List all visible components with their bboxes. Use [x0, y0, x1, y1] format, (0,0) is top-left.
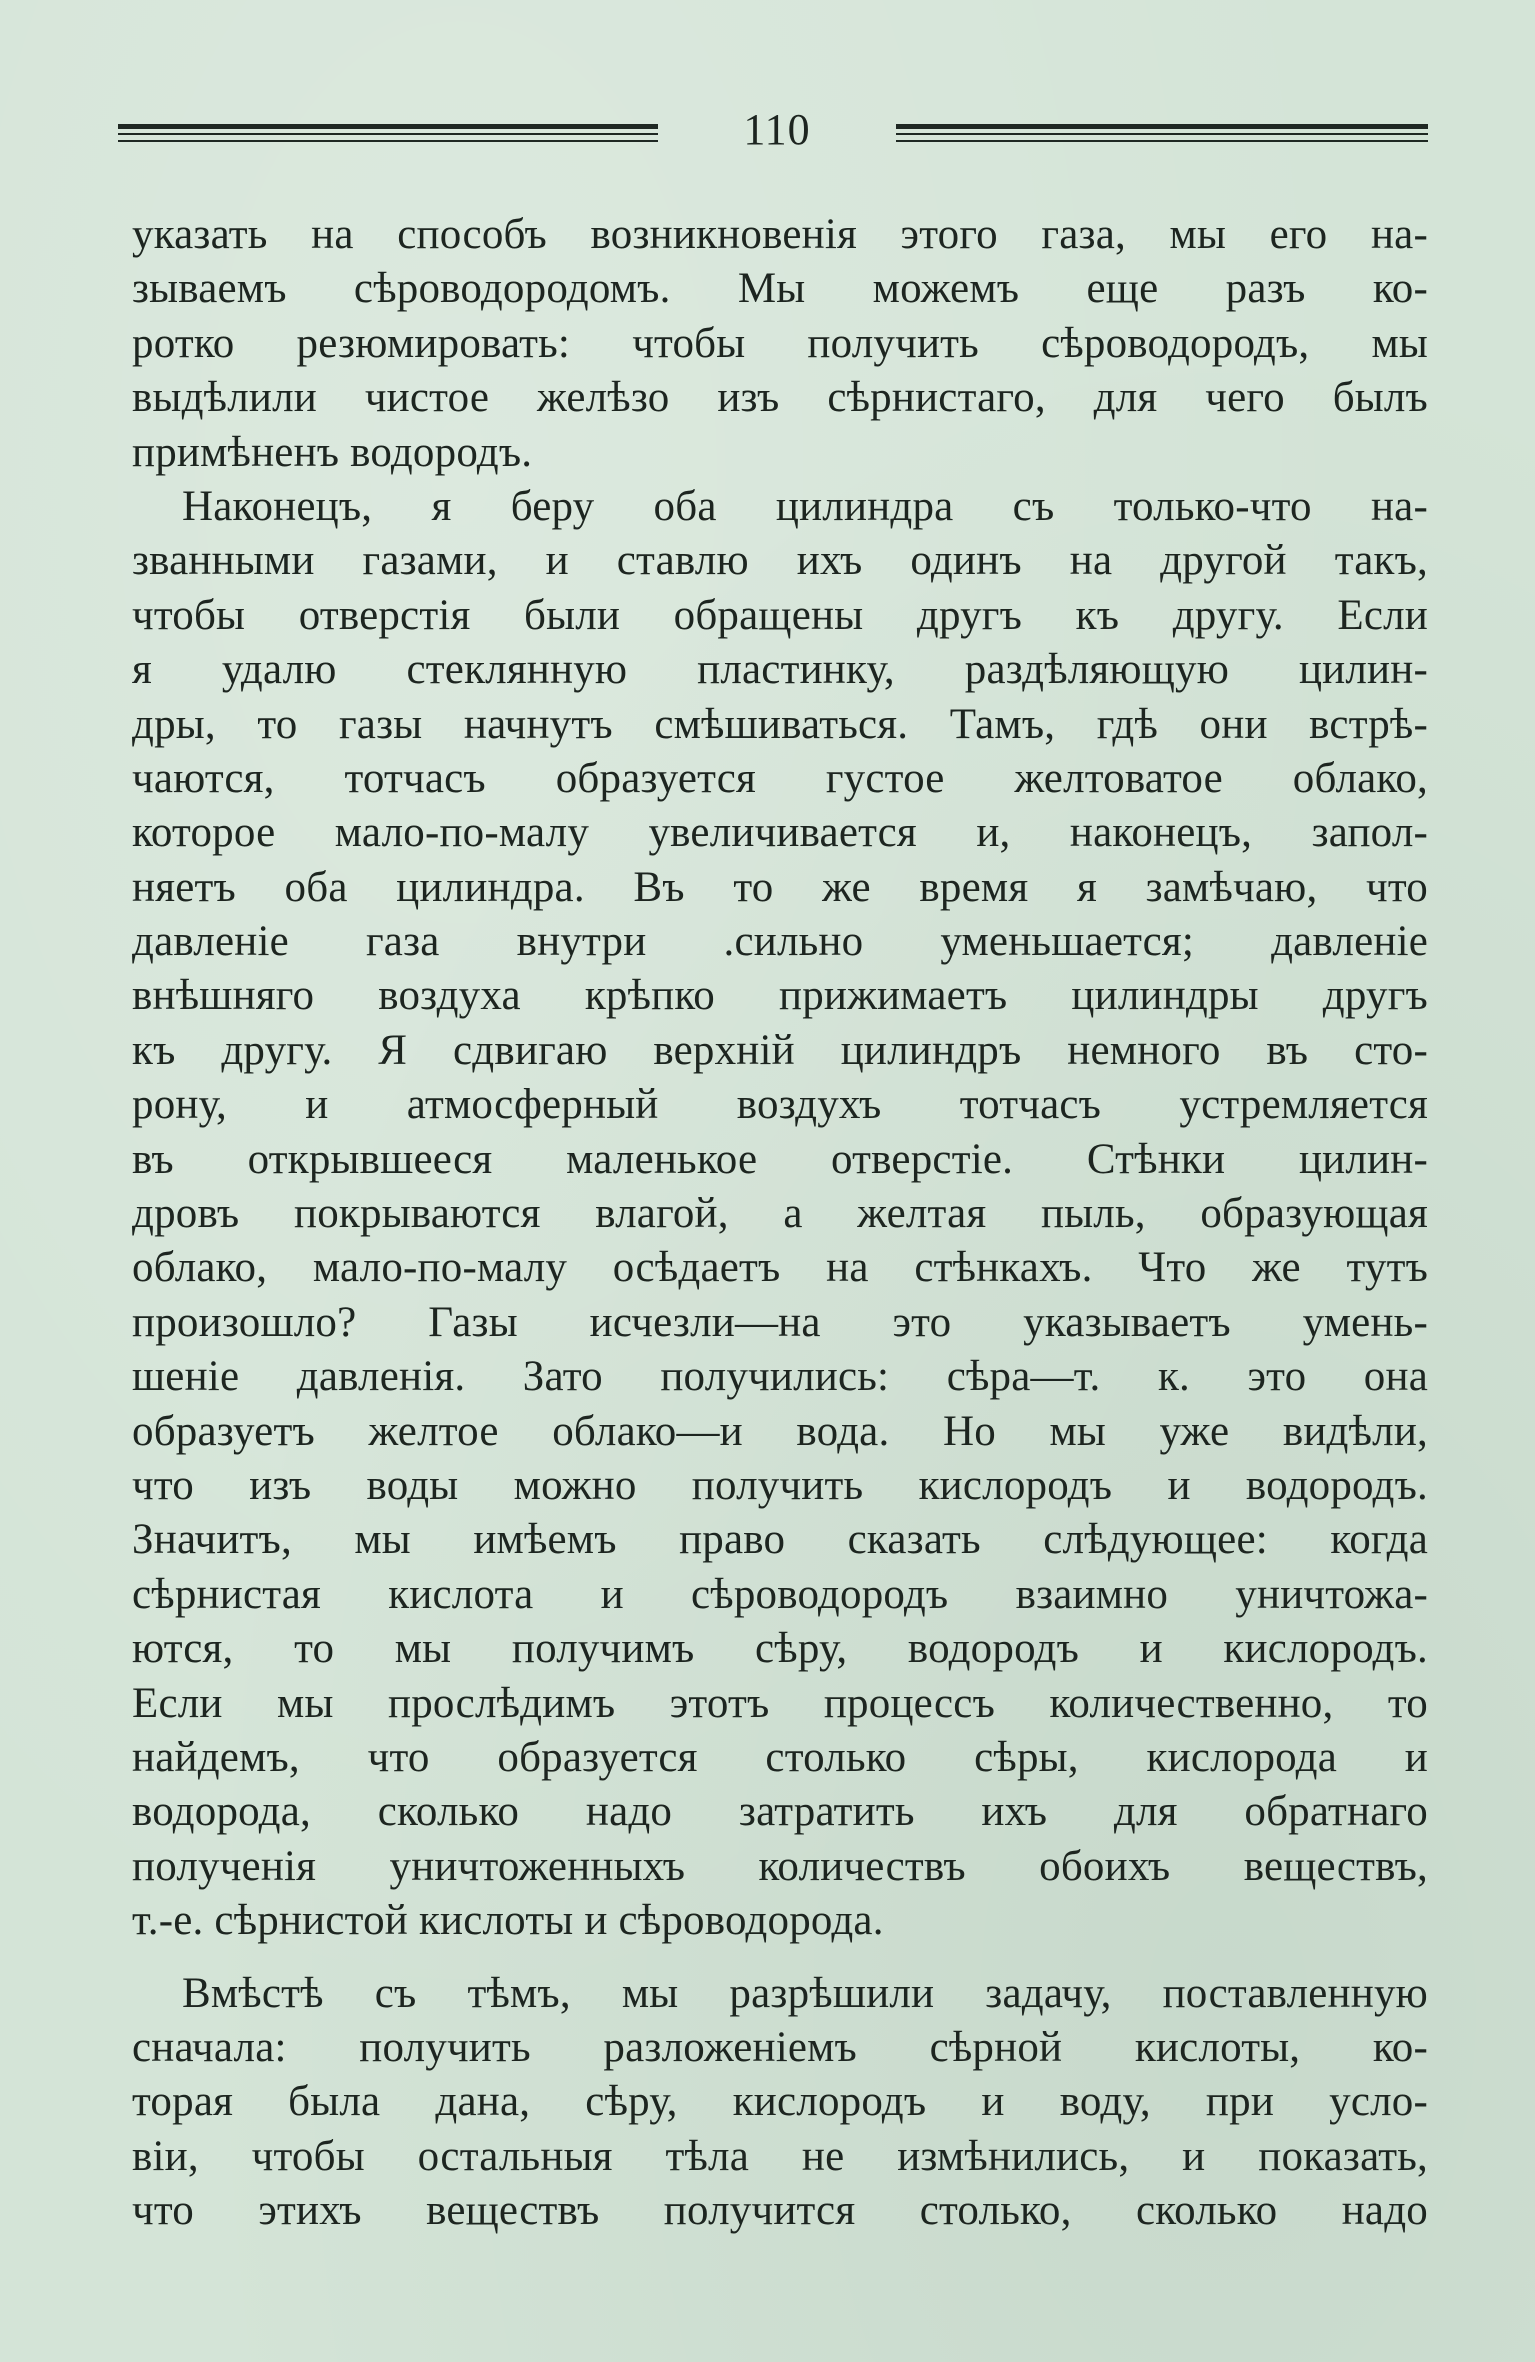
text-line: сѣрнистая кислота и сѣроводородъ взаимно уничтожа-	[132, 1570, 1428, 1618]
paragraph	[132, 208, 1428, 480]
text-line: званными газами, и ставлю ихъ одинъ на другой такъ,	[132, 537, 1428, 585]
text-line: чаются, тотчасъ образуется густое желтоватое облако,	[132, 754, 1428, 802]
text-line: віи, чтобы остальныя тѣла не измѣнились, и показать,	[132, 2132, 1428, 2180]
text-line: къ другу. Я сдвигаю верхній цилиндръ немного въ сто-	[132, 1026, 1428, 1074]
text-line: чтобы отверстія были обращены другъ къ другу. Если	[132, 591, 1428, 639]
text-line: шеніе давленія. Зато получились: сѣра—т. к. это она	[132, 1353, 1428, 1401]
header-rule-left	[118, 124, 658, 142]
text-line: няетъ оба цилиндра. Въ то же время я замѣчаю, что	[132, 863, 1428, 911]
text-line: что этихъ веществъ получится столько, сколько надо	[132, 2187, 1428, 2235]
header-rule-right	[896, 124, 1428, 142]
text-line: Наконецъ, я беру оба цилиндра съ только-что на-	[182, 482, 1428, 530]
text-line: облако, мало-по-малу осѣдаетъ на стѣнкахъ. Что же тутъ	[132, 1244, 1428, 1292]
text-line: выдѣлили чистое желѣзо изъ сѣрнистаго, для чего былъ	[132, 374, 1428, 422]
paragraph	[132, 480, 1428, 1949]
text-line: полученія уничтоженныхъ количествъ обоихъ веществъ,	[132, 1842, 1428, 1890]
text-line: ются, то мы получимъ сѣру, водородъ и кислородъ.	[132, 1625, 1428, 1673]
text-line: дровъ покрываются влагой, а желтая пыль, образующая	[132, 1190, 1428, 1238]
text-line: что изъ воды можно получить кислородъ и водородъ.	[132, 1461, 1428, 1509]
paragraph-gap	[132, 1949, 1428, 1967]
text-line: Вмѣстѣ съ тѣмъ, мы разрѣшили задачу, поставленную	[182, 1969, 1428, 2017]
text-line: Если мы прослѣдимъ этотъ процессъ количественно, то	[132, 1679, 1428, 1727]
paragraph	[132, 1967, 1428, 2239]
text-line: рону, и атмосферный воздухъ тотчасъ устремляется	[132, 1081, 1428, 1129]
text-line: я удалю стеклянную пластинку, раздѣляющую цилин-	[132, 646, 1428, 694]
text-line: найдемъ, что образуется столько сѣры, кислорода и	[132, 1733, 1428, 1781]
text-line: торая была дана, сѣру, кислородъ и воду, при усло-	[132, 2078, 1428, 2126]
text-line: внѣшняго воздуха крѣпко прижимаетъ цилиндры другъ	[132, 972, 1428, 1020]
body-text	[132, 208, 1428, 2238]
page-header	[118, 100, 1428, 160]
text-line: которое мало-по-малу увеличивается и, наконецъ, запол-	[132, 809, 1428, 857]
text-line: въ открывшееся маленькое отверстіе. Стѣнки цилин-	[132, 1135, 1428, 1183]
text-line: образуетъ желтое облако—и вода. Но мы уже видѣли,	[132, 1407, 1428, 1455]
text-line: ротко резюмировать: чтобы получить сѣроводородъ, мы	[132, 319, 1428, 367]
text-line: сначала: получить разложеніемъ сѣрной кислоты, ко-	[132, 2023, 1428, 2071]
text-line: давленіе газа внутри .сильно уменьшается; давленіе	[132, 918, 1428, 966]
page-number: 110	[743, 105, 811, 154]
text-line: т.-е. сѣрнистой кислоты и сѣроводорода.	[132, 1897, 884, 1945]
text-line: зываемъ сѣроводородомъ. Мы можемъ еще разъ ко-	[132, 265, 1428, 313]
text-line: дры, то газы начнутъ смѣшиваться. Тамъ, гдѣ они встрѣ-	[132, 700, 1428, 748]
text-line: Значитъ, мы имѣемъ право сказать слѣдующее: когда	[132, 1516, 1428, 1564]
text-line: примѣненъ водородъ.	[132, 428, 533, 476]
text-line: произошло? Газы исчезли—на это указываетъ умень-	[132, 1298, 1428, 1346]
text-line: указать на способъ возникновенія этого газа, мы его на-	[132, 211, 1428, 258]
text-line: водорода, сколько надо затратить ихъ для обратнаго	[132, 1788, 1428, 1836]
